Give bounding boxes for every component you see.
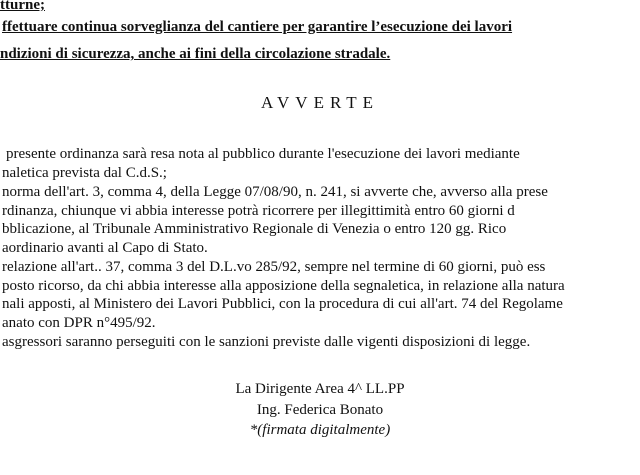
paragraph-line: norma dell'art. 3, comma 4, della Legge 07/08/90, n. 241, si avverte che, avverso alla prese (2, 184, 548, 200)
paragraph-line: asgressori saranno perseguiti con le sanzioni previste dalle vigenti disposizioni di legge. (2, 334, 531, 350)
signature-name: Ing. Federica Bonato (256, 402, 384, 418)
paragraph-line: relazione all'art.. 37, comma 3 del D.L.vo 285/92, sempre nel termine di 60 giorni, può ess (2, 259, 546, 275)
clause-fragment-top: tturne; (0, 0, 45, 13)
paragraph-line: anato con DPR n°495/92. (2, 315, 156, 332)
signature-note: *(firmata digitalmente) (249, 422, 391, 438)
paragraph-line: naletica prevista dal C.d.S.; (2, 164, 167, 181)
paragraph-line: rdinanza, chiunque vi abbia interesse potrà ricorrere per illegittimità entro 60 giorni d (2, 202, 515, 219)
clause-safety: ndizioni di sicurezza, anche ai fini della circolazione stradale. (0, 46, 391, 62)
section-heading-avverte: AVVERTE (260, 93, 380, 112)
paragraph-line: aordinario avanti al Capo di Stato. (2, 240, 208, 257)
paragraph-line: presente ordinanza sarà resa nota al pubblico durante l'esecuzione dei lavori mediante (6, 146, 520, 162)
paragraph-line: posto ricorso, da chi abbia interesse alla apposizione della segnaletica, in relazione alla natura (2, 277, 565, 294)
signature-role: La Dirigente Area 4^ LL.PP (235, 381, 405, 397)
paragraph-line: bblicazione, al Tribunale Amministrativo Regionale di Venezia o entro 120 gg. Rico (2, 221, 507, 238)
clause-surveillance: ffettuare continua sorveglianza del cantiere per garantire l’esecuzione dei lavori (2, 19, 513, 35)
paragraph-line: nali apposti, al Ministero dei Lavori Pubblici, con la procedura di cui all'art. 74 del Regolame (2, 296, 563, 313)
